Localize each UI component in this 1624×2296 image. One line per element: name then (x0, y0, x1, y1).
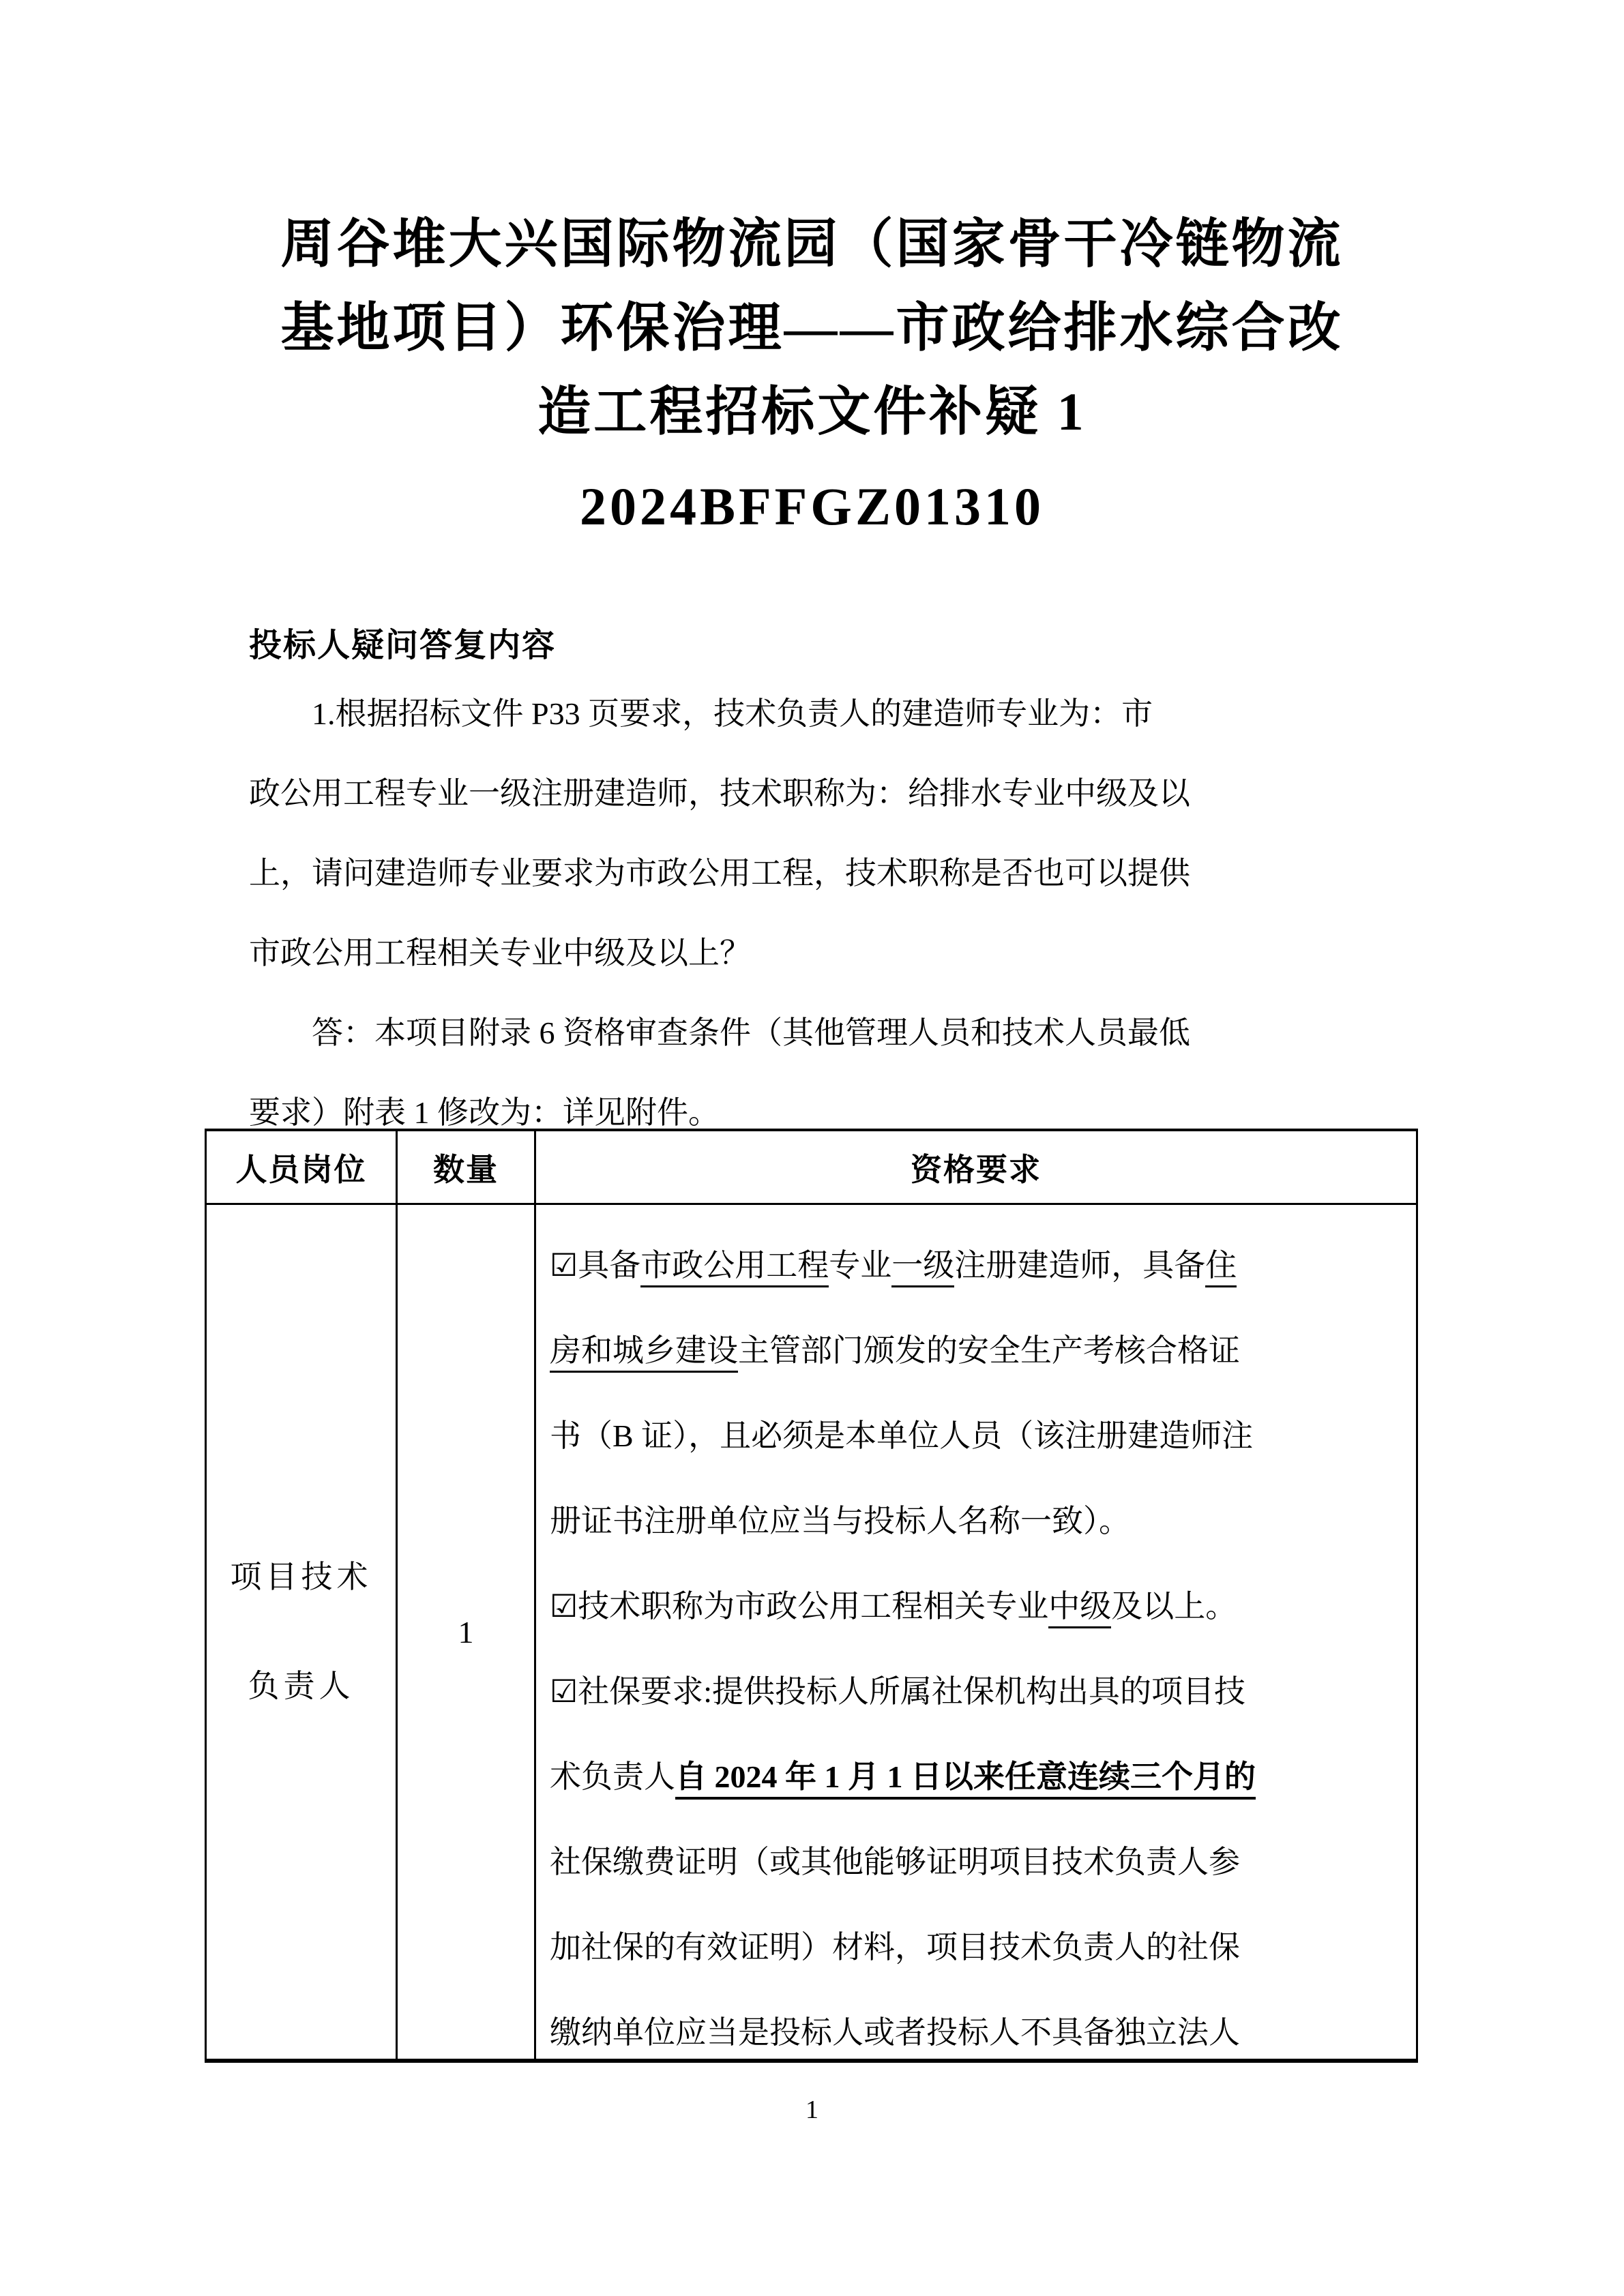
title-line: 造工程招标文件补疑 1 (537, 382, 1087, 441)
text-run: 加社保的有效证明）材料，项目技术负责人的社保 (550, 1930, 1240, 1965)
text-run: 市政公用工程相关专业中级及以上？ (249, 936, 751, 970)
text-run: 政公用工程专业一级注册建造师，技术职称为：给排水专业中级及以 (249, 776, 1190, 811)
text-run: 要求）附表 1 修改为：详见附件。 (249, 1095, 720, 1130)
requirements-table (205, 1129, 1418, 2063)
title-line: 周谷堆大兴国际物流园（国家骨干冷链物流 (280, 214, 1344, 273)
requirement-line (550, 1308, 1406, 1393)
paragraph-line (249, 993, 1402, 1073)
text-run: 住 (1205, 1248, 1237, 1287)
text-run: 1.根据招标文件 P33 页要求，技术负责人的建造师专业为：市 (312, 696, 1153, 731)
checkbox-checked-icon: ☑ (550, 1247, 578, 1283)
position-line: 负责人 (248, 1669, 355, 1703)
paragraph-line (249, 754, 1402, 833)
table-header-row (207, 1131, 1416, 1205)
requirement-line (550, 1478, 1406, 1564)
position-line: 项目技术 (230, 1560, 372, 1594)
requirements-cell (536, 1205, 1416, 2059)
text-run: 一级 (891, 1248, 954, 1287)
text-run: 书（B 证），且必须是本单位人员（该注册建造师注 (550, 1418, 1254, 1453)
text-run: 册证书注册单位应当与投标人名称一致）。 (550, 1504, 1130, 1538)
col-header-requirements: 资格要求 (911, 1152, 1042, 1187)
text-run: 具备 (578, 1248, 641, 1283)
text-run: 社保缴费证明（或其他能够证明项目技术负责人参 (550, 1845, 1240, 1879)
text-run: 社保要求:提供投标人所属社保机构出具的项目技 (578, 1674, 1246, 1709)
text-run: 自 2024 年 1 月 1 日以来任意连续三个月的 (675, 1759, 1256, 1800)
text-run: 主管部门颁发的安全生产考核合格证 (738, 1333, 1240, 1368)
answer-paragraph (249, 674, 1402, 1152)
quantity-cell: 1 (398, 1205, 536, 2059)
col-header-quantity: 数量 (398, 1131, 536, 1203)
text-run: 术负责人 (550, 1759, 675, 1794)
requirement-line (550, 1905, 1406, 1990)
paragraph-line (249, 913, 1402, 993)
paragraph-line (249, 674, 1402, 754)
text-run: 专业 (829, 1248, 892, 1283)
text-run: 房和城乡建设 (550, 1333, 738, 1373)
text-run: 注册建造师，具备 (954, 1248, 1206, 1283)
checkbox-checked-icon: ☑ (550, 1587, 578, 1624)
text-run: 答：本项目附录 6 资格审查条件（其他管理人员和技术人员最低 (312, 1015, 1190, 1050)
checkbox-checked-icon: ☑ (550, 1673, 578, 1710)
position-cell (207, 1205, 398, 2059)
col-header-position: 人员岗位 (207, 1131, 398, 1203)
requirement-line (550, 1734, 1406, 1819)
text-run: 技术职称为市政公用工程相关专业 (578, 1589, 1049, 1624)
requirement-line (550, 1990, 1406, 2059)
title-line: 基地项目）环保治理——市政给排水综合改 (280, 298, 1344, 357)
paragraph-line (249, 833, 1402, 913)
page-number: 1 (806, 2096, 818, 2124)
text-run: 上，请问建造师专业要求为市政公用工程，技术职称是否也可以提供 (249, 856, 1190, 891)
text-run: 中级 (1048, 1589, 1111, 1628)
section-heading: 投标人疑问答复内容 (249, 627, 557, 664)
document-title (205, 202, 1419, 548)
requirement-line (550, 1564, 1406, 1649)
requirement-line (550, 1649, 1406, 1734)
text-run: 缴纳单位应当是投标人或者投标人不具备独立法人 (550, 2015, 1240, 2050)
text-run: 市政公用工程 (640, 1248, 829, 1287)
requirement-line (550, 1223, 1406, 1308)
table-row (207, 1205, 1416, 2059)
title-line: 2024BFFGZ01310 (579, 477, 1044, 536)
text-run: 及以上。 (1111, 1589, 1237, 1624)
requirement-line (550, 1393, 1406, 1478)
requirement-line (550, 1819, 1406, 1905)
